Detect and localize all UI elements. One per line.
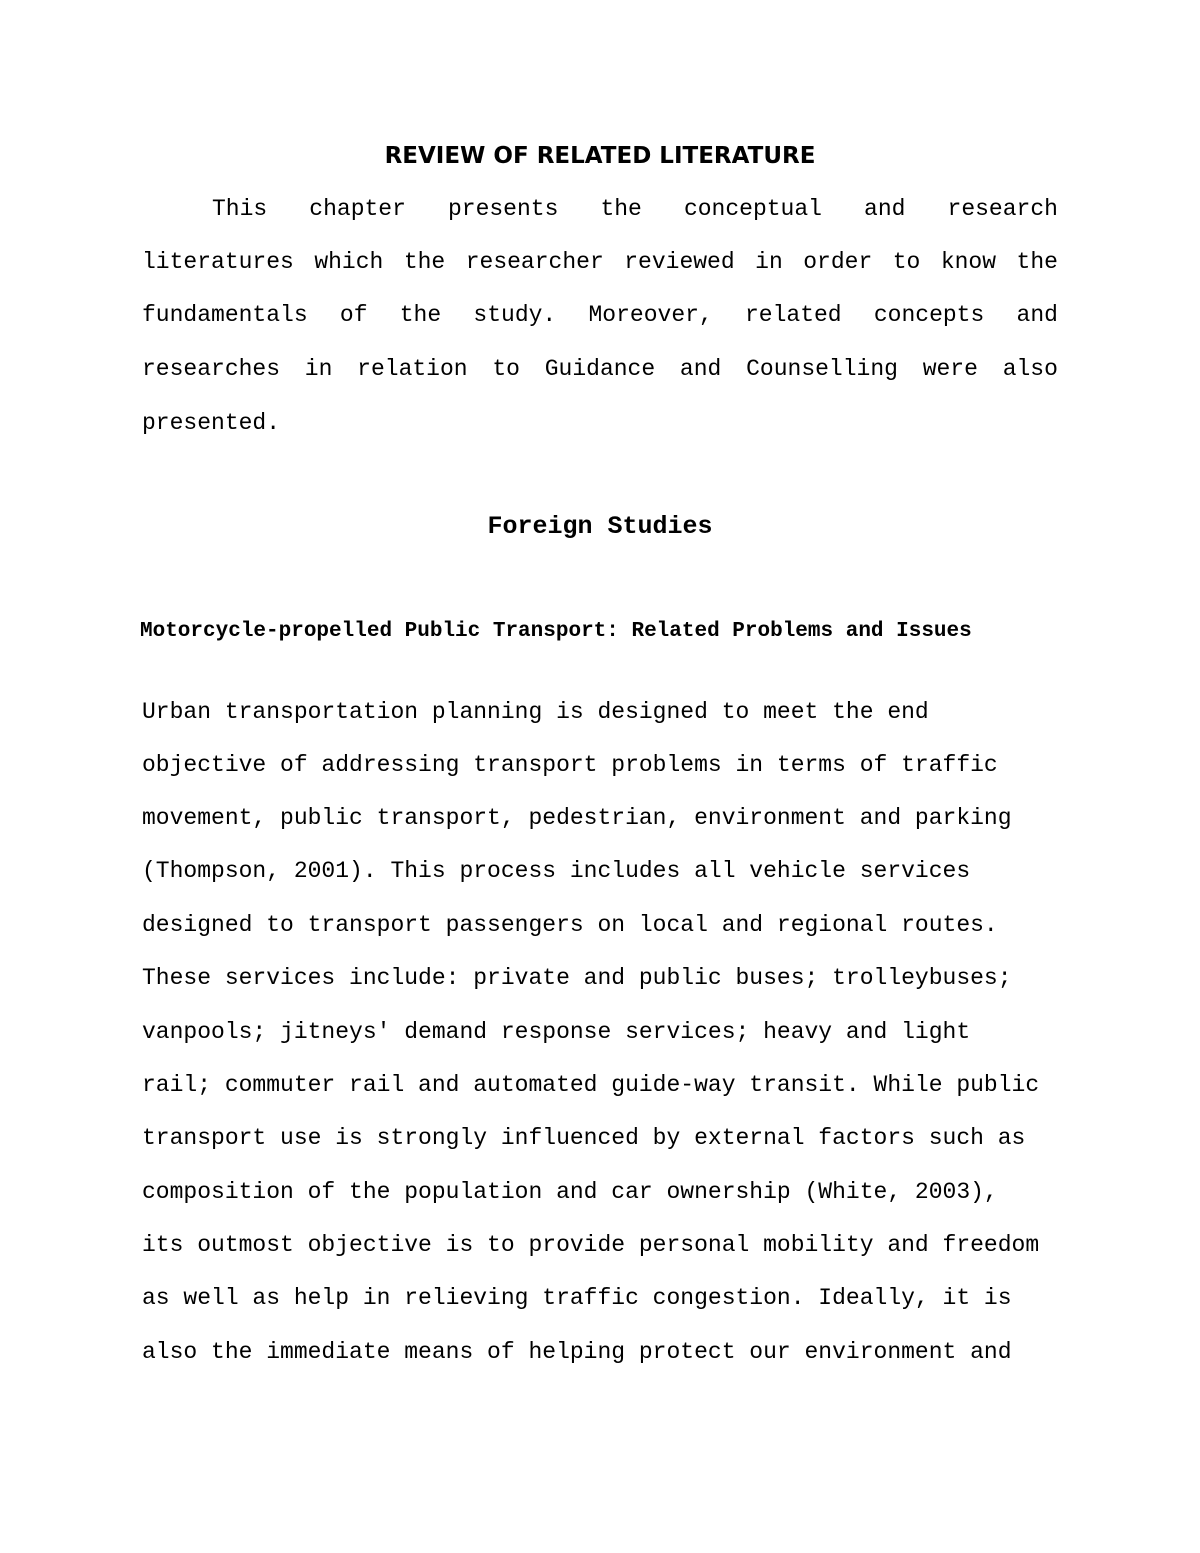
word: Guidance	[544, 356, 656, 382]
word: and	[1016, 302, 1058, 328]
word: reviewed	[624, 249, 735, 275]
word: relation	[357, 356, 468, 382]
word: know	[940, 249, 997, 275]
word: the	[600, 196, 642, 222]
body-line: Urban transportation planning is designed to meet the end	[142, 699, 929, 725]
word: study.	[473, 302, 557, 328]
intro-line	[142, 247, 1058, 277]
section-heading: Foreign Studies	[487, 512, 713, 541]
word: fundamentals	[142, 302, 308, 328]
body-line: as well as help in relieving traffic congestion. Ideally, it is	[142, 1285, 1012, 1311]
word: researcher	[465, 249, 604, 275]
word: presents	[447, 196, 559, 222]
body-line: also the immediate means of helping protect our environment and	[142, 1339, 1012, 1365]
word: the	[1016, 249, 1058, 275]
body-line: its outmost objective is to provide personal mobility and freedom	[142, 1232, 1040, 1258]
word: which	[314, 249, 384, 275]
body-line: composition of the population and car ownership (White, 2003),	[142, 1179, 998, 1205]
body-line: These services include: private and public buses; trolleybuses;	[142, 965, 1012, 991]
word: of	[339, 302, 368, 328]
word: and	[864, 196, 906, 222]
body-line: vanpools; jitneys' demand response services; heavy and light	[142, 1019, 971, 1045]
word: related	[744, 302, 842, 328]
word: the	[403, 249, 446, 275]
intro-line	[142, 300, 1058, 330]
word: concepts	[873, 302, 985, 328]
body-line: movement, public transport, pedestrian, environment and parking	[142, 805, 1012, 831]
word: researches	[142, 356, 281, 382]
subsection-heading: Motorcycle-propelled Public Transport: Related Problems and Issues	[140, 620, 972, 643]
word: research	[947, 196, 1058, 222]
word: to	[492, 356, 520, 382]
body-line: rail; commuter rail and automated guide-way transit. While public	[142, 1072, 1040, 1098]
word: Moreover,	[588, 302, 713, 328]
body-line: objective of addressing transport problems in terms of traffic	[142, 752, 998, 778]
word: in	[304, 356, 333, 382]
word: were	[922, 356, 978, 382]
word: to	[892, 249, 921, 275]
body-line: transport use is strongly influenced by external factors such as	[142, 1125, 1026, 1151]
intro-line	[142, 354, 1058, 384]
intro-line	[212, 194, 1058, 224]
word: also	[1002, 356, 1058, 382]
word: chapter	[309, 196, 406, 222]
word: conceptual	[683, 196, 822, 222]
word: the	[399, 302, 442, 328]
word: This	[212, 196, 268, 222]
word: Counselling	[746, 356, 898, 382]
body-line: designed to transport passengers on local and regional routes.	[142, 912, 998, 938]
page-title: REVIEW OF RELATED LITERATURE	[384, 143, 816, 169]
word: and	[679, 356, 722, 382]
intro-line: presented.	[142, 410, 281, 436]
word: in	[755, 249, 783, 275]
word: order	[803, 249, 873, 275]
body-line: (Thompson, 2001). This process includes all vehicle services	[142, 858, 971, 884]
word: literatures	[142, 249, 294, 275]
